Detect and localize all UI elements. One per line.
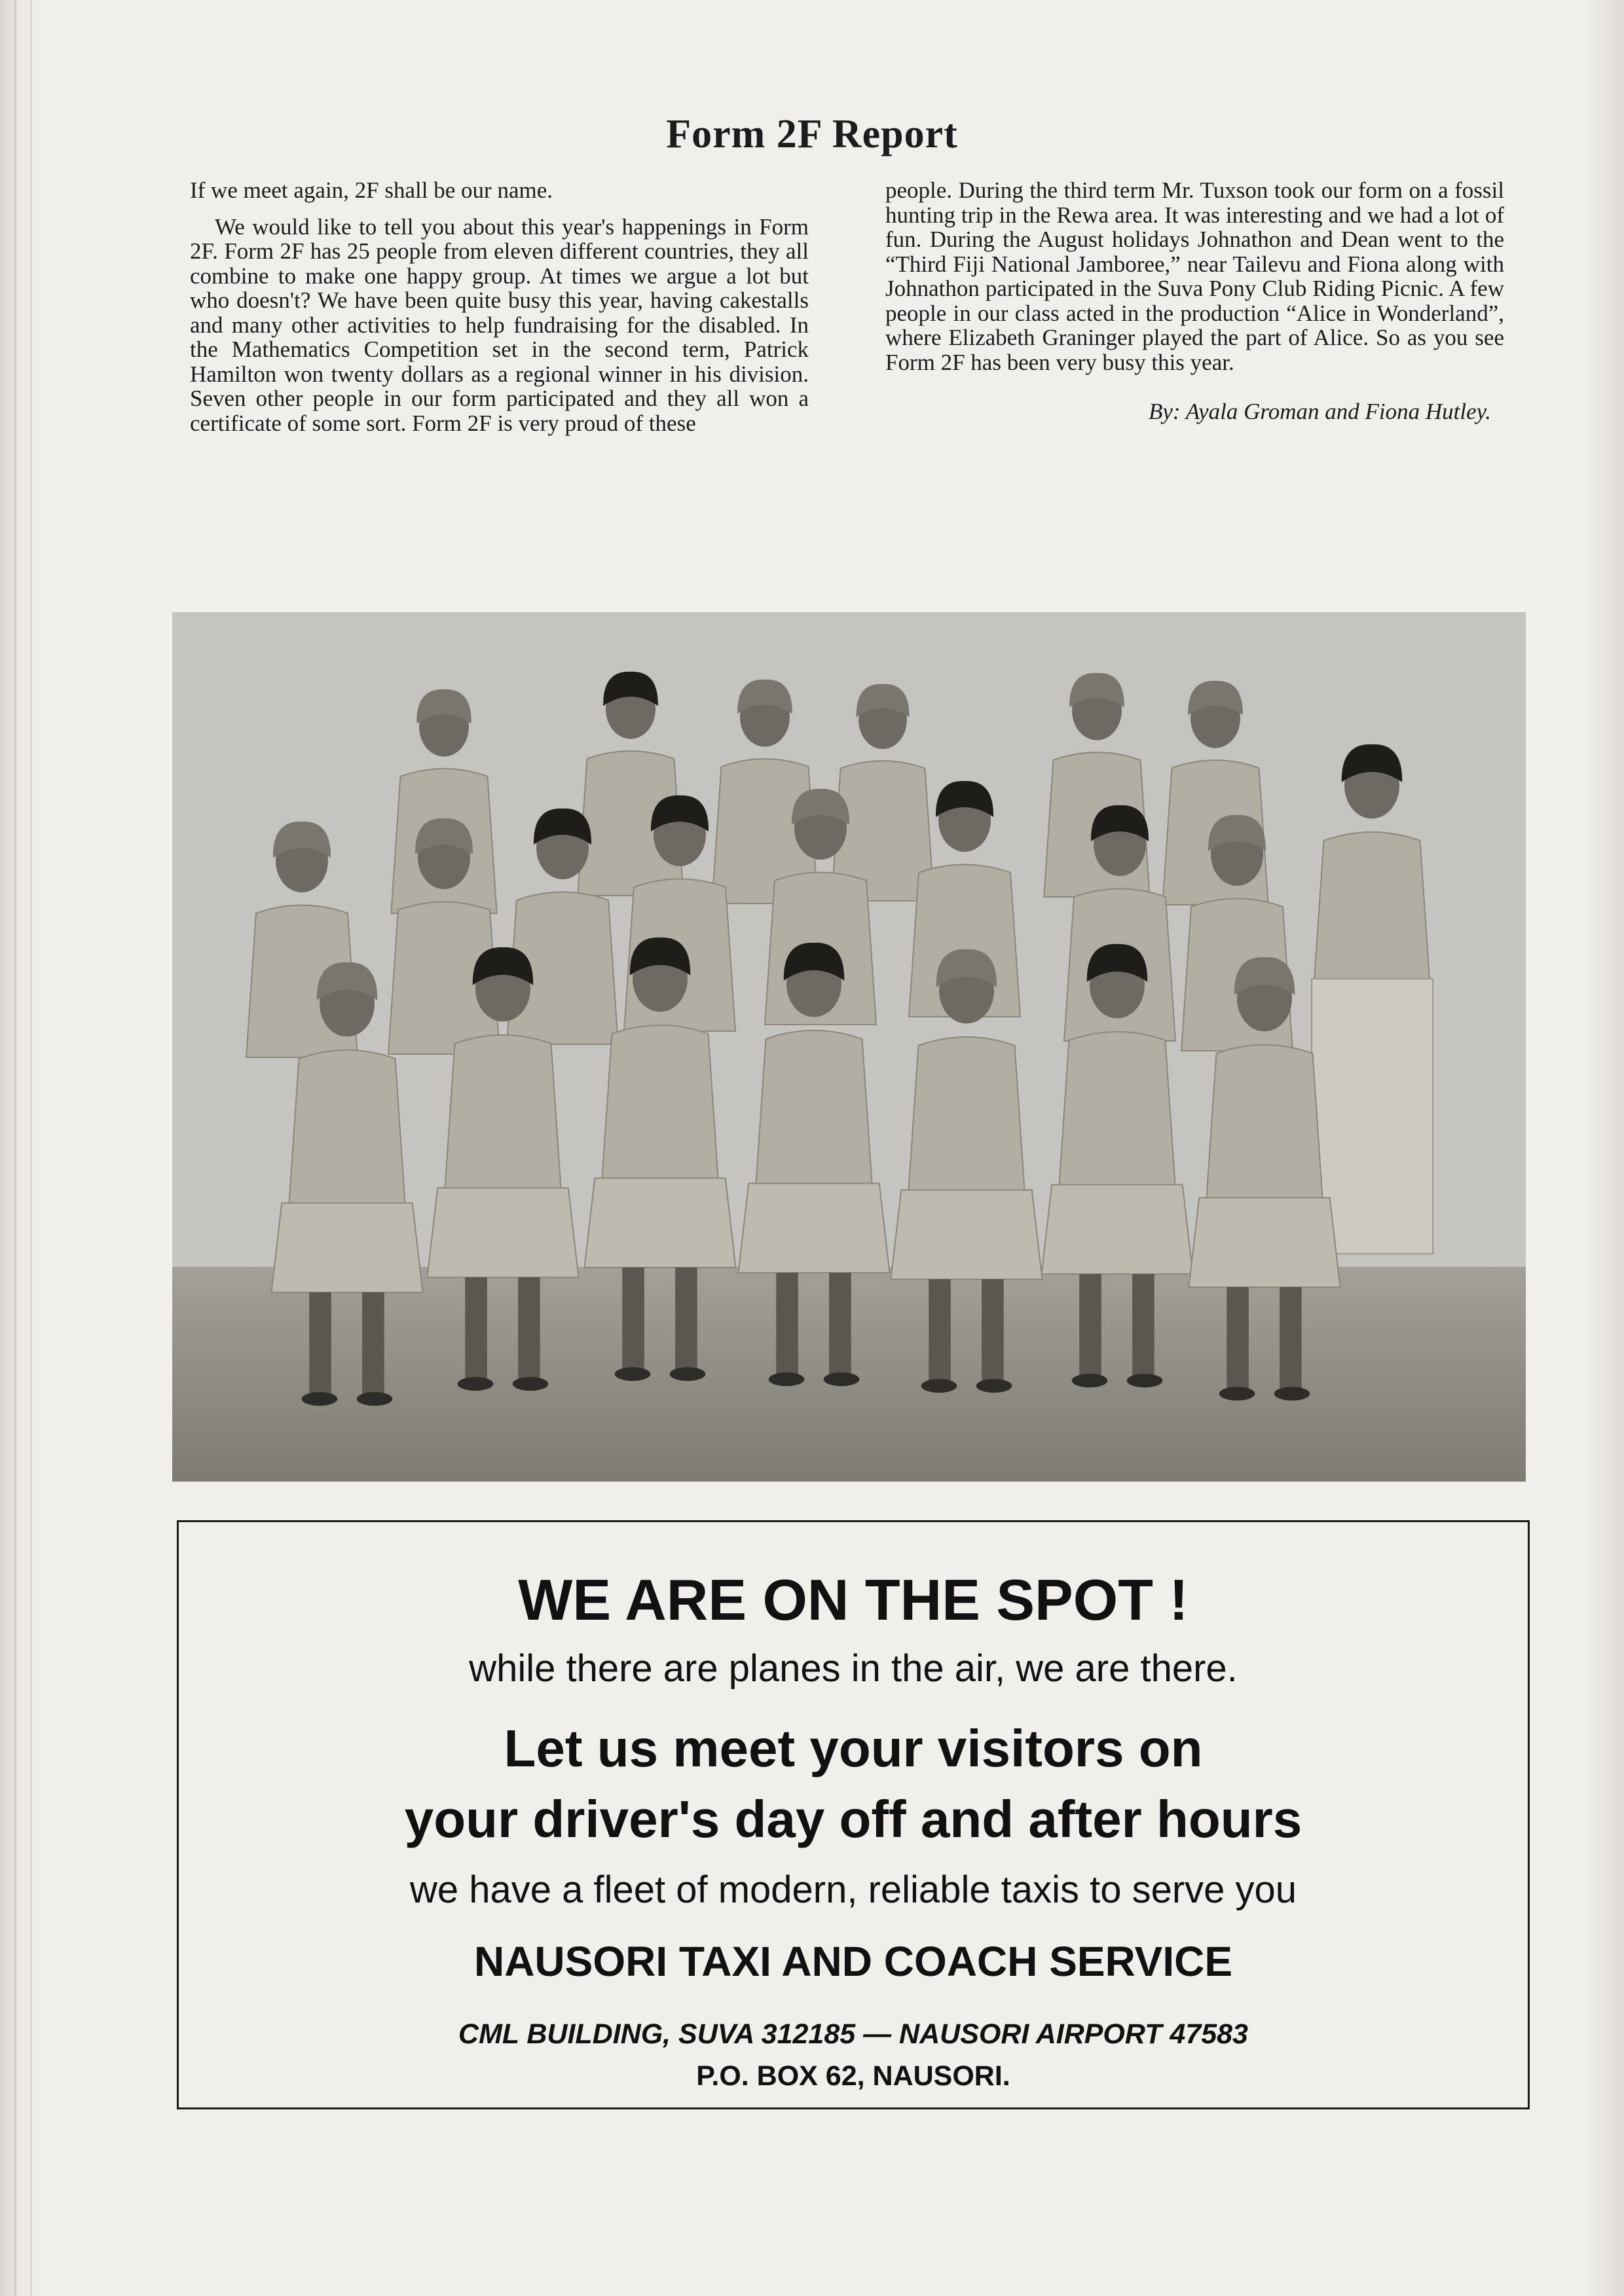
person-shoe [458,1377,494,1391]
person-shoe [1274,1387,1310,1400]
ad-contact-line: CML BUILDING, SUVA 312185 — NAUSORI AIRPORT 47583 [458,2018,1248,2050]
person-leg [1280,1287,1302,1391]
ad-tagline: while there are planes in the air, we are there. [469,1647,1238,1690]
person-body [1059,1032,1176,1192]
person-shoe [615,1367,651,1381]
person-skirt [585,1178,736,1268]
taxi-advertisement [177,1520,1530,2109]
person-leg [1079,1274,1101,1377]
person-leg [929,1279,951,1383]
person-body [1206,1045,1323,1205]
person-body [1314,832,1431,992]
person-leg [309,1292,331,1396]
person-leg [829,1273,851,1376]
person-leg [362,1292,384,1396]
article-left-column [190,178,809,447]
binding-edge [0,0,46,2296]
person-leg [675,1267,697,1371]
person-leg [1132,1274,1154,1377]
person-leg [1227,1287,1249,1391]
person-shoe [670,1367,706,1381]
person-shoe [357,1392,393,1406]
class-group-photo [172,612,1526,1482]
page-title: Form 2F Report [666,111,958,156]
class-group-photo-illustration [172,612,1526,1482]
ad-headline: WE ARE ON THE SPOT ! [518,1567,1189,1632]
ad-company-name: NAUSORI TAXI AND COACH SERVICE [473,1938,1233,1985]
article-right-column [885,178,1504,424]
person-body [602,1025,719,1185]
binding-line [30,0,32,2296]
person-leg [776,1273,798,1376]
person-shoe [1127,1374,1163,1387]
person-leg [465,1277,487,1381]
ad-fleet-line: we have a fleet of modern, reliable taxis to serve you [409,1868,1297,1911]
person-leg [622,1267,644,1371]
article-paragraph-continued: people. During the third term Mr. Tuxson took our form on a fossil hunting trip in the Rewa area. It was interesting and we had a lot of fun. During the August holidays Johnathon and Dean went to the “Third Fiji National Jamboree,” near Tailevu and Fiona along with Johnathon participated in the Suva Pony Club Riding Picnic. A few people in our class acted in the production “Alice in Wonderland”, where Elizabeth Graninger played the part of Alice. So as you see Form 2F has been very busy this year. [885,177,1504,375]
article-byline: By: Ayala Groman and Fiona Hutley. [1149,399,1491,424]
person-shoe [976,1379,1012,1393]
person-skirt [1189,1198,1340,1288]
person-skirt [428,1188,579,1278]
article-opening-line: If we meet again, 2F shall be our name. [190,177,553,203]
person-shoe [769,1372,805,1386]
person-body [289,1050,406,1210]
ad-subheadline-line2: your driver's day off and after hours [404,1790,1302,1848]
person-body [908,1037,1025,1197]
ad-address-line: P.O. BOX 62, NAUSORI. [696,2060,1010,2092]
person-shoe [921,1379,957,1393]
person-shoe [1072,1374,1108,1387]
person-shoe [1219,1387,1255,1400]
binding-line [14,0,16,2296]
person-skirt [739,1184,890,1273]
person-leg [982,1279,1004,1383]
person-skirt [891,1190,1043,1280]
person-shoe [302,1392,338,1406]
person-skirt [272,1203,423,1293]
page-edge-shadow [1585,0,1624,2296]
person-skirt [1042,1185,1193,1275]
article-paragraph: We would like to tell you about this year's happenings in Form 2F. Form 2F has 25 people from eleven different countries, they all combine to make one happy group. At times we argue a lot but who doesn't? We have been quite busy this year, having cakestalls and many other activities to help fundraising for the disabled. In the Mathematics Competition set in the second term, Patrick Hamilton won twenty dollars as a regional winner in his division. Seven other people in our form participated and they all won a certificate of some sort. Form 2F is very proud of these [190,213,809,436]
person-shoe [513,1377,549,1391]
person-body [445,1035,562,1195]
person-body [756,1030,873,1190]
person-shoe [824,1372,860,1386]
person-leg [518,1277,540,1381]
ad-subheadline-line1: Let us meet your visitors on [504,1719,1203,1777]
